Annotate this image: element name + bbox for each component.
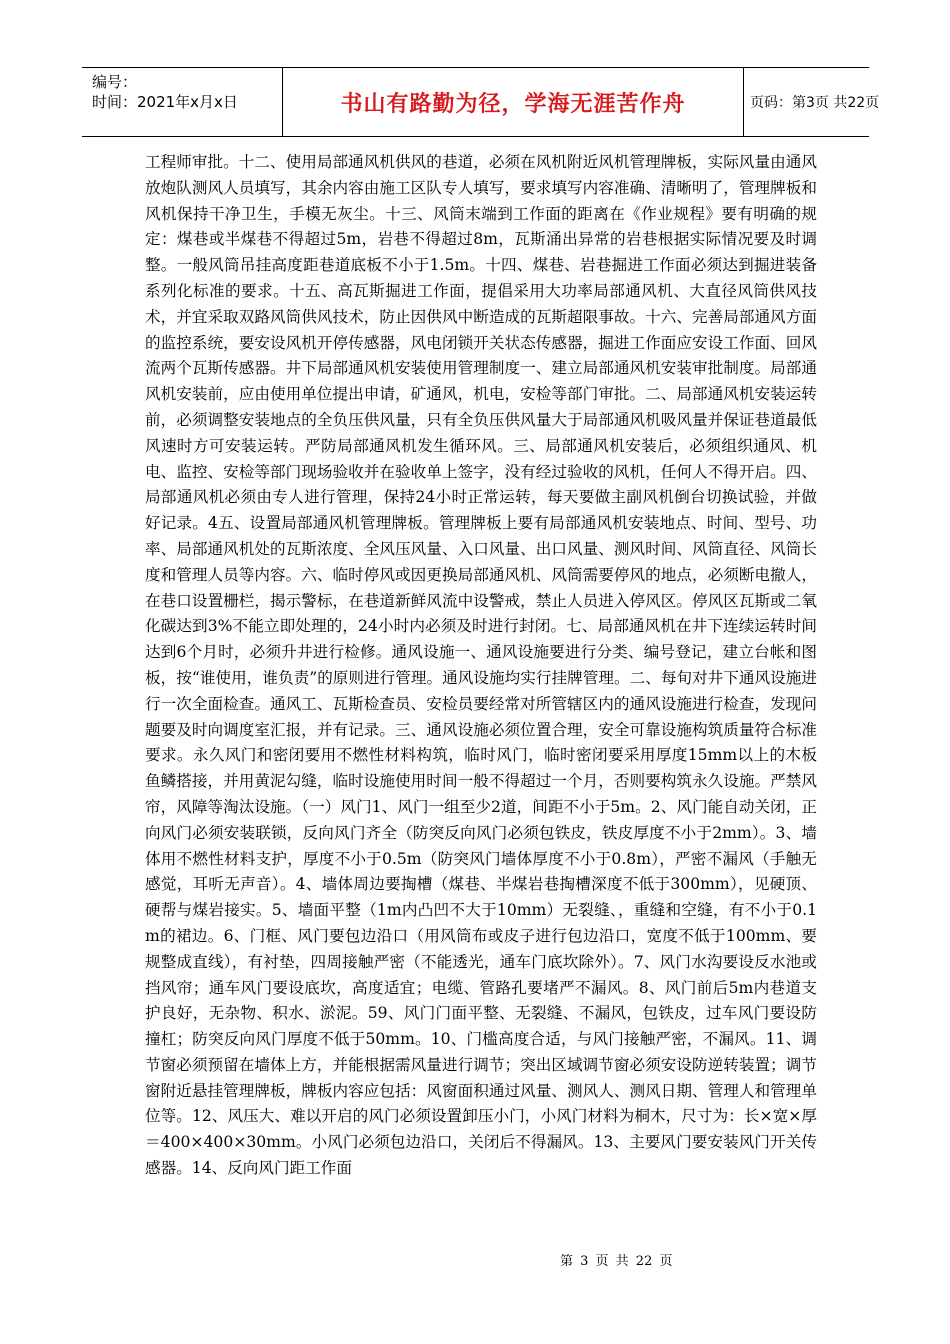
time-label: 时间：2021年x月x日 (92, 93, 238, 111)
header-meta (82, 68, 282, 136)
page-header (82, 67, 880, 137)
code-label: 编号： (92, 73, 138, 91)
header-page-info: 页码：第3页 共22页 (750, 95, 880, 111)
page-footer: 第 3 页 共 22 页 (560, 1254, 673, 1269)
body-paragraph: 工程师审批。十二、使用局部通风机供风的巷道，必须在风机附近风机管理牌板，实际风量由通风放炮队测风人员填写，其余内容由施工区队专人填写，要求填写内容准确、清晰明了，管理牌板和风机保持干净卫生，手模无灰尘。十三、风筒末端到工作面的距离在《作业规程》要有明确的规定：煤巷或半煤巷不得超过5m，岩巷不得超过8m，瓦斯涌出异常的岩巷根据实际情况要及时调整。一般风筒吊挂高度距巷道底板不小于1.5m。十四、煤巷、岩巷掘进工作面必须达到掘进装备系列化标准的要求。十五、高瓦斯掘进工作面，提倡采用大功率局部通风机、大直径风筒供风技术，并宜采取双路风筒供风技术，防止因供风中断造成的瓦斯超限事故。十六、完善局部通风方面的监控系统，要安设风机开停传感器，风电闭锁开关状态传感器，掘进工作面应安设工作面、回风流两个瓦斯传感器。井下局部通风机安装使用管理制度一、建立局部通风机安装审批制度。局部通风机安装前，应由使用单位提出申请，矿通风，机电，安检等部门审批。二、局部通风机安装运转前，必须调整安装地点的全负压供风量，只有全负压供风量大于局部通风机吸风量并保证巷道最低风速时方可安装运转。严防局部通风机发生循环风。三、局部通风机安装后，必须组织通风、机电、监控、安检等部门现场验收并在验收单上签字，没有经过验收的风机，任何人不得开启。四、局部通风机必须由专人进行管理，保持24小时正常运转，每天要做主副风机倒台切换试验，并做好记录。4五、设置局部通风机管理牌板。管理牌板上要有局部通风机安装地点、时间、型号、功率、局部通风机处的瓦斯浓度、全风压风量、入口风量、出口风量、测风时间、风筒直径、风筒长度和管理人员等内容。六、临时停风或因更换局部通风机、风筒需要停风的地点，必须断电撤人，在巷口设置栅栏，揭示警标，在巷道新鲜风流中设警戒，禁止人员进入停风区。停风区瓦斯或二氧化碳达到3%不能立即处理的，24小时内必须及时进行封闭。七、局部通风机在井下连续运转时间达到6个月时，必须升井进行检修。通风设施一、通风设施要进行分类、编号登记，建立台帐和图板，按“谁使用，谁负责”的原则进行管理。通风设施均实行挂牌管理。二、每旬对井下通风设施进行一次全面检查。通风工、瓦斯检查员、安检员要经常对所管辖区内的通风设施进行检查，发现问题要及时向调度室汇报，并有记录。三、通风设施必须位置合理，安全可靠设施构筑质量符合标准要求。永久风门和密闭要用不燃性材料构筑，临时风门，临时密闭要采用厚度15mm以上的木板鱼鳞搭接，并用黄泥勾缝，临时设施使用时间一般不得超过一个月，否则要构筑永久设施。严禁风帘，风障等淘汰设施。（一）风门1、风门一组至少2道，间距不小于5m。2、风门能自动关闭，正向风门必须安装联锁，反向风门齐全（防突反向风门必须包铁皮，铁皮厚度不小于2mm）。3、墙体用不燃性材料支护，厚度不小于0.5m（防突风门墙体厚度不小于0.8m），严密不漏风（手触无感觉，耳听无声音）。4、墙体周边要掏槽（煤巷、半煤岩巷掏槽深度不低于300mm），见硬顶、硬帮与煤岩接实。5、墙面平整（1m内凸凹不大于10mm）无裂缝、，重缝和空缝，有不小于0.1m的裙边。6、门框、风门要包边沿口（用风筒布或皮子进行包边沿口，宽度不低于100mm、要规整成直线），有衬垫，四周接触严密（不能透光，通车门底坎除外）。7、风门水沟要设反水池或挡风帘；通车风门要设底坎，高度适宜；电缆、管路孔要堵严不漏风。8、风门前后5m内巷道支护良好，无杂物、积水、淤泥。59、风门门面平整、无裂缝、不漏风，包铁皮，过车风门要设防撞杠；防突反向风门厚度不低于50mm。10、门槛高度合适，与风门接触严密，不漏风。11、调节窗必须预留在墙体上方，并能根据需风量进行调节；突出区域调节窗必须安设防逆转装置；调节窗附近悬挂管理牌板，牌板内容应包括：风窗面积通过风量、测风人、测风日期、管理人和管理单位等。12、风压大、难以开启的风门必须设置卸压小门，小风门材料为桐木，尺寸为：长×宽×厚＝400×400×30mm。小风门必须包边沿口，关闭后不得漏风。13、主要风门要安装风门开关传感器。14、反向风门距工作面 (145, 153, 817, 1178)
header-motto: 书山有路勤为径，学海无涯苦作舟 (282, 68, 744, 136)
